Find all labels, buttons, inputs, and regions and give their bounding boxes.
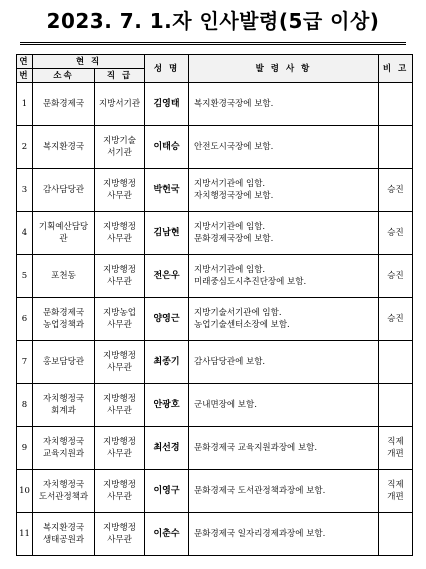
cell-dept: 자치행정국 도서관정책과 <box>33 470 95 513</box>
cell-dept: 복지환경국 생태공원과 <box>33 513 95 556</box>
cell-name: 이태승 <box>145 126 189 169</box>
cell-no: 2 <box>17 126 33 169</box>
cell-detail: 복지환경국장에 보함. <box>189 83 379 126</box>
cell-rank: 지방행정 사무관 <box>95 427 145 470</box>
cell-detail: 지방기술서기관에 임함. 농업기술센터소장에 보함. <box>189 298 379 341</box>
cell-name: 이영구 <box>145 470 189 513</box>
table-row <box>17 169 413 212</box>
document-title: 2023. 7. 1.자 인사발령(5급 이상) <box>20 4 406 45</box>
cell-dept: 복지환경국 <box>33 126 95 169</box>
table-row <box>17 255 413 298</box>
cell-name: 양영근 <box>145 298 189 341</box>
cell-rank: 지방기술 서기관 <box>95 126 145 169</box>
table-row <box>17 341 413 384</box>
cell-rank: 지방행정 사무관 <box>95 255 145 298</box>
table-row <box>17 513 413 556</box>
header-no: 연 <box>17 55 33 69</box>
cell-note: 승진 <box>379 169 413 212</box>
cell-no: 10 <box>17 470 33 513</box>
cell-dept: 자치행정국 회계과 <box>33 384 95 427</box>
cell-detail: 문화경제국 일자리경제과장에 보함. <box>189 513 379 556</box>
cell-rank: 지방서기관 <box>95 83 145 126</box>
cell-name: 전은우 <box>145 255 189 298</box>
table-body <box>17 83 413 556</box>
table-row <box>17 384 413 427</box>
cell-no: 8 <box>17 384 33 427</box>
header-name: 성 명 <box>145 55 189 83</box>
cell-note <box>379 83 413 126</box>
cell-note <box>379 126 413 169</box>
table-row <box>17 298 413 341</box>
cell-note: 승진 <box>379 212 413 255</box>
cell-no: 4 <box>17 212 33 255</box>
cell-detail: 군내면장에 보함. <box>189 384 379 427</box>
cell-dept: 홍보담당관 <box>33 341 95 384</box>
cell-rank: 지방행정 사무관 <box>95 169 145 212</box>
cell-rank: 지방행정 사무관 <box>95 513 145 556</box>
header-dept: 소속 <box>33 69 95 83</box>
table-row <box>17 212 413 255</box>
cell-name: 김영태 <box>145 83 189 126</box>
header-detail: 발 령 사 항 <box>189 55 379 83</box>
cell-no: 3 <box>17 169 33 212</box>
cell-no: 5 <box>17 255 33 298</box>
cell-dept: 문화경제국 <box>33 83 95 126</box>
cell-note: 승진 <box>379 298 413 341</box>
cell-dept: 감사담당관 <box>33 169 95 212</box>
cell-detail: 문화경제국 교육지원과장에 보함. <box>189 427 379 470</box>
table-row <box>17 126 413 169</box>
personnel-table <box>16 54 413 556</box>
cell-rank: 지방행정 사무관 <box>95 384 145 427</box>
cell-name: 이춘수 <box>145 513 189 556</box>
cell-note: 직제 개편 <box>379 427 413 470</box>
cell-note: 승진 <box>379 255 413 298</box>
cell-dept: 자치행정국 교육지원과 <box>33 427 95 470</box>
cell-rank: 지방행정 사무관 <box>95 341 145 384</box>
cell-no: 9 <box>17 427 33 470</box>
header-note: 비 고 <box>379 55 413 83</box>
table-row <box>17 427 413 470</box>
cell-dept: 문화경제국 농업정책과 <box>33 298 95 341</box>
cell-note: 직제 개편 <box>379 470 413 513</box>
cell-detail: 감사담당관에 보함. <box>189 341 379 384</box>
cell-no: 1 <box>17 83 33 126</box>
cell-name: 안광호 <box>145 384 189 427</box>
cell-detail: 지방서기관에 임함. 자치행정국장에 보함. <box>189 169 379 212</box>
cell-no: 11 <box>17 513 33 556</box>
cell-dept: 기획예산담당관 <box>33 212 95 255</box>
header-no-bottom: 번 <box>17 69 33 83</box>
cell-no: 6 <box>17 298 33 341</box>
table-row <box>17 83 413 126</box>
header-row <box>17 55 413 69</box>
cell-dept: 포천동 <box>33 255 95 298</box>
cell-detail: 문화경제국 도서관정책과장에 보함. <box>189 470 379 513</box>
cell-name: 박헌국 <box>145 169 189 212</box>
cell-detail: 지방서기관에 임함. 문화경제국장에 보함. <box>189 212 379 255</box>
table-row <box>17 470 413 513</box>
cell-name: 최종기 <box>145 341 189 384</box>
cell-note <box>379 513 413 556</box>
cell-note <box>379 341 413 384</box>
cell-rank: 지방농업 사무관 <box>95 298 145 341</box>
cell-no: 7 <box>17 341 33 384</box>
cell-detail: 지방서기관에 임함. 미래중심도시추진단장에 보함. <box>189 255 379 298</box>
header-rank: 직 급 <box>95 69 145 83</box>
header-current-position: 현 직 <box>33 55 145 69</box>
cell-rank: 지방행정 사무관 <box>95 212 145 255</box>
cell-name: 최선경 <box>145 427 189 470</box>
cell-name: 김남현 <box>145 212 189 255</box>
cell-note <box>379 384 413 427</box>
cell-detail: 안전도시국장에 보함. <box>189 126 379 169</box>
cell-rank: 지방행정 사무관 <box>95 470 145 513</box>
